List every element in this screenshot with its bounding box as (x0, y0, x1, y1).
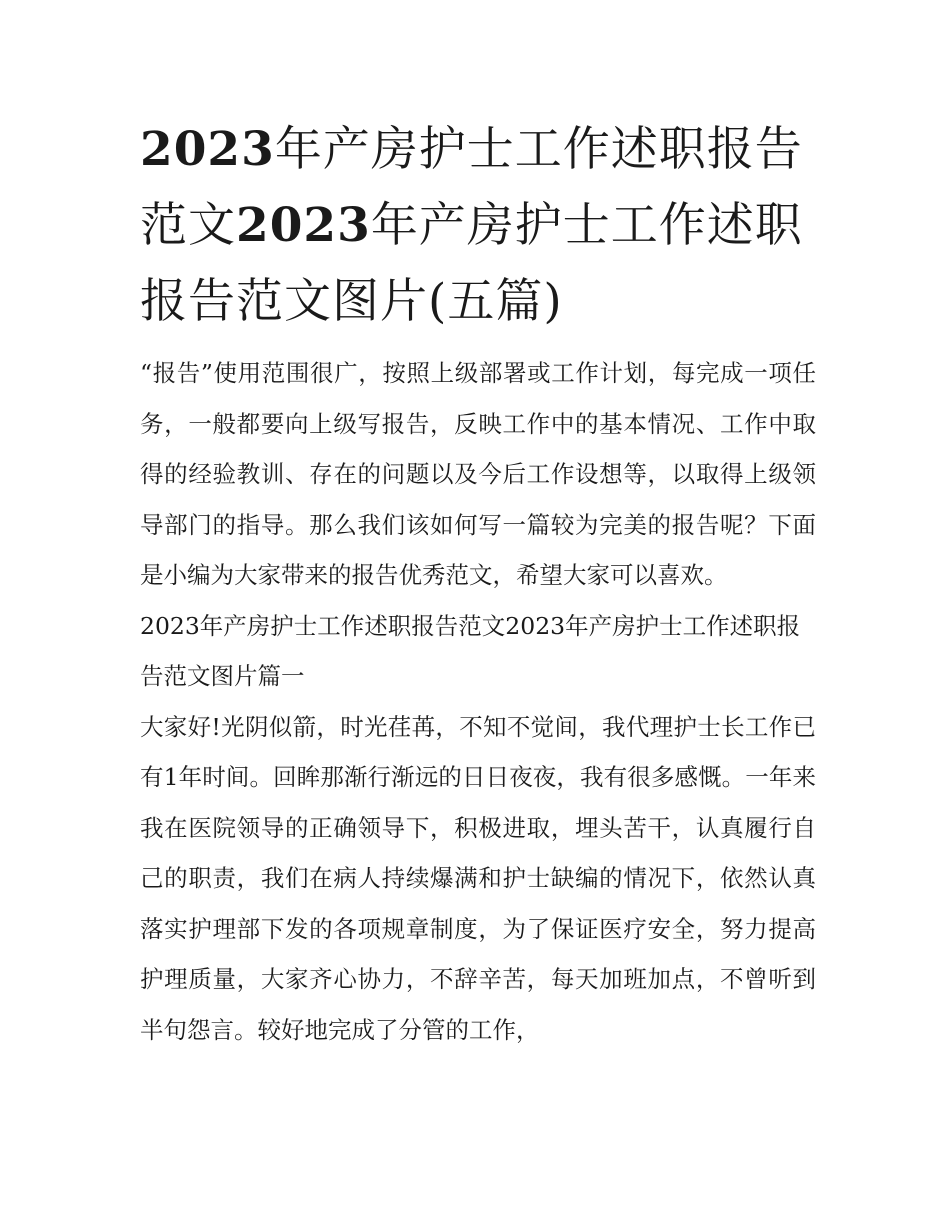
body-paragraph: 大家好!光阴似箭，时光荏苒，不知不觉间，我代理护士长工作已有1年时间。回眸那渐行渐远的日日夜夜，我有很多感慨。一年来我在医院领导的正确领导下，积极进取，埋头苦干，认真履行自己的职责，我们在病人持续爆满和护士缺编的情况下，依然认真落实护理部下发的各项规章制度，为了保证医疗安全，努力提高护理质量，大家齐心协力，不辞辛苦，每天加班加点，不曾听到半句怨言。较好地完成了分管的工作， (140, 712, 816, 1044)
intro-paragraph: “报告”使用范围很广，按照上级部署或工作计划，每完成一项任务，一般都要向上级写报告，反映工作中的基本情况、工作中取得的经验教训、存在的问题以及今后工作设想等，以取得上级领导部门的指导。那么我们该如何写一篇较为完美的报告呢？下面是小编为大家带来的报告优秀范文，希望大家可以喜欢。 (140, 359, 816, 589)
document-page (140, 112, 816, 1055)
section-heading: 2023年产房护士工作述职报告范文2023年产房护士工作述职报告范文图片篇一 (140, 611, 801, 690)
document-title: 2023年产房护士工作述职报告范文2023年产房护士工作述职报告范文图片(五篇) (140, 122, 803, 329)
